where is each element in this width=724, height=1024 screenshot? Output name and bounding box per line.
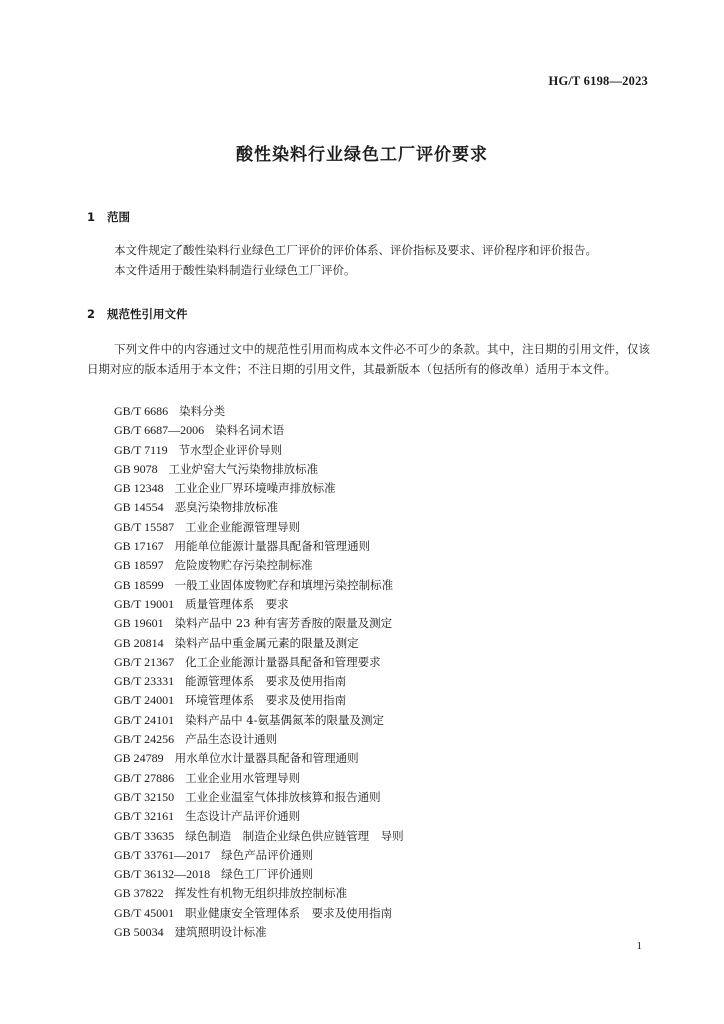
reference-title: 生态设计产品评价通则 — [185, 809, 301, 824]
reference-item — [114, 402, 404, 421]
reference-title: 工业企业能源管理导则 — [185, 519, 301, 534]
reference-item — [114, 884, 404, 903]
reference-item — [114, 769, 404, 788]
reference-code: GB/T 24001 — [114, 693, 175, 708]
references-intro-paragraph: 下列文件中的内容通过文中的规范性引用而构成本文件必不可少的条款。其中，注日期的引用文件，仅该日期对应的版本适用于本文件；不注日期的引用文件，其最新版本（包括所有的修改单）适用于本文件。 — [87, 342, 650, 376]
reference-title: 染料产品中重金属元素的限量及测定 — [174, 635, 359, 650]
reference-code: GB/T 21367 — [114, 654, 175, 669]
reference-code: GB/T 24256 — [114, 732, 175, 747]
reference-title: 染料产品中 4-氨基偶氮苯的限量及测定 — [185, 712, 384, 727]
section-title: 规范性引用文件 — [107, 307, 188, 321]
reference-title: 染料产品中 23 种有害芳香胺的限量及测定 — [174, 616, 393, 631]
reference-item — [114, 441, 404, 460]
section-title: 范围 — [107, 210, 130, 224]
reference-code: GB/T 32161 — [114, 809, 175, 824]
reference-item — [114, 479, 404, 498]
reference-item — [114, 653, 404, 672]
reference-title: 产品生态设计通则 — [185, 732, 278, 747]
reference-title: 绿色产品评价通则 — [221, 847, 314, 862]
reference-code: GB 12348 — [114, 481, 164, 496]
reference-title: 能源管理体系 要求及使用指南 — [185, 674, 347, 689]
reference-code: GB 20814 — [114, 635, 164, 650]
reference-code: GB 24789 — [114, 751, 164, 766]
reference-title: 染料名词术语 — [215, 423, 285, 438]
reference-code: GB 18599 — [114, 577, 164, 592]
reference-list — [114, 402, 404, 942]
reference-code: GB/T 19001 — [114, 596, 175, 611]
reference-item — [114, 846, 404, 865]
reference-item — [114, 460, 404, 479]
reference-code: GB/T 15587 — [114, 519, 175, 534]
page-number: 1 — [636, 940, 642, 952]
reference-item — [114, 421, 404, 440]
scope-paragraph-2: 本文件适用于酸性染料制造行业绿色工厂评价。 — [114, 263, 356, 277]
reference-code: GB/T 24101 — [114, 712, 175, 727]
reference-code: GB/T 36132—2018 — [114, 867, 211, 882]
reference-code: GB/T 33761—2017 — [114, 847, 211, 862]
reference-item — [114, 634, 404, 653]
section-number: 2 — [87, 307, 96, 321]
section-heading-normative-references — [87, 306, 188, 322]
document-code: HG/T 6198—2023 — [548, 74, 648, 88]
reference-item — [114, 865, 404, 884]
reference-code: GB/T 33635 — [114, 828, 175, 843]
reference-code: GB/T 27886 — [114, 770, 175, 785]
reference-item — [114, 595, 404, 614]
section-number: 1 — [87, 210, 96, 224]
reference-title: 用能单位能源计量器具配备和管理通则 — [174, 539, 371, 554]
reference-code: GB 19601 — [114, 616, 164, 631]
reference-title: 化工企业能源计量器具配备和管理要求 — [185, 654, 381, 669]
reference-item — [114, 711, 404, 730]
reference-code: GB/T 45001 — [114, 905, 175, 920]
reference-title: 用水单位水计量器具配备和管理通则 — [174, 751, 359, 766]
reference-title: 建筑照明设计标准 — [174, 925, 267, 940]
reference-title: 危险废物贮存污染控制标准 — [174, 558, 313, 573]
reference-item — [114, 827, 404, 846]
reference-item — [114, 576, 404, 595]
reference-title: 工业企业厂界环境噪声排放标准 — [174, 481, 336, 496]
reference-item — [114, 807, 404, 826]
reference-code: GB 37822 — [114, 886, 164, 901]
reference-item — [114, 904, 404, 923]
reference-title: 绿色工厂评价通则 — [221, 867, 314, 882]
reference-item — [114, 788, 404, 807]
reference-code: GB/T 7119 — [114, 442, 168, 457]
reference-item — [114, 518, 404, 537]
reference-item — [114, 923, 404, 942]
reference-code: GB/T 6686 — [114, 404, 169, 418]
reference-item — [114, 556, 404, 575]
reference-title: 质量管理体系 要求 — [185, 596, 289, 611]
reference-title: 工业企业用水管理导则 — [185, 770, 301, 785]
reference-title: 挥发性有机物无组织排放控制标准 — [174, 886, 348, 901]
reference-code: GB 50034 — [114, 925, 164, 940]
reference-title: 绿色制造 制造企业绿色供应链管理 导则 — [185, 828, 404, 843]
reference-code: GB 9078 — [114, 461, 158, 476]
reference-code: GB/T 23331 — [114, 674, 175, 689]
reference-item — [114, 537, 404, 556]
reference-title: 工业企业温室气体排放核算和报告通则 — [185, 789, 381, 804]
reference-code: GB/T 32150 — [114, 789, 175, 804]
reference-title: 恶臭污染物排放标准 — [174, 500, 279, 515]
reference-item — [114, 749, 404, 768]
reference-item — [114, 498, 404, 517]
reference-code: GB 17167 — [114, 539, 164, 554]
reference-title: 节水型企业评价导则 — [178, 442, 283, 457]
reference-item — [114, 691, 404, 710]
reference-title: 一般工业固体废物贮存和填埋污染控制标准 — [174, 577, 394, 592]
section-heading-scope — [87, 209, 130, 225]
reference-title: 环境管理体系 要求及使用指南 — [185, 693, 347, 708]
scope-paragraph-1: 本文件规定了酸性染料行业绿色工厂评价的评价体系、评价指标及要求、评价程序和评价报告。 — [114, 243, 597, 257]
reference-title: 工业炉窑大气污染物排放标准 — [168, 461, 319, 476]
reference-title: 职业健康安全管理体系 要求及使用指南 — [185, 905, 393, 920]
reference-item — [114, 730, 404, 749]
reference-item — [114, 614, 404, 633]
reference-item — [114, 672, 404, 691]
reference-code: GB/T 6687—2006 — [114, 423, 205, 438]
reference-title: 染料分类 — [179, 404, 226, 418]
reference-code: GB 14554 — [114, 500, 164, 515]
document-title: 酸性染料行业绿色工厂评价要求 — [236, 145, 488, 165]
reference-code: GB 18597 — [114, 558, 164, 573]
